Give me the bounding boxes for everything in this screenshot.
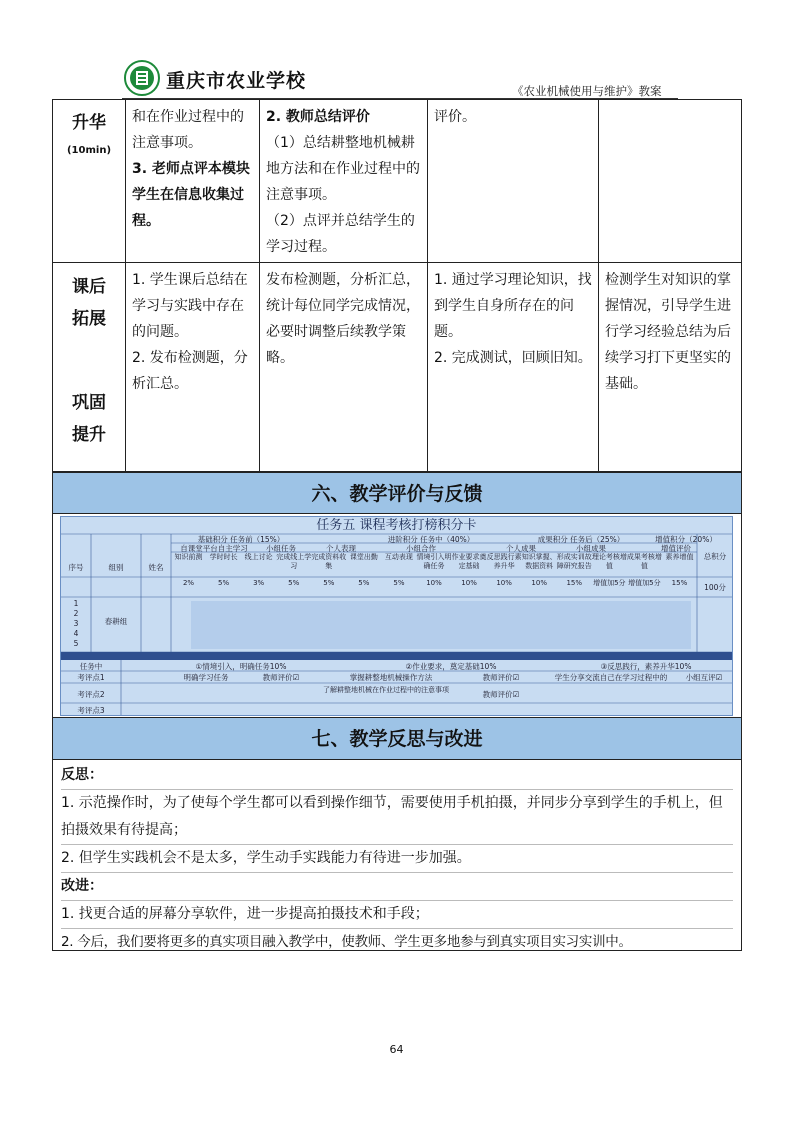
sub-personal: 个人表现 bbox=[326, 544, 356, 553]
score-column-header: 完成资料收集 bbox=[311, 553, 347, 570]
score-column-header: 知识掌握、数据资料 bbox=[521, 553, 557, 570]
score-row-number: 3 bbox=[73, 619, 79, 628]
score-column-weight: 增值加5分 bbox=[628, 579, 661, 587]
score-column-header: 形成实训故障研究报告 bbox=[556, 553, 592, 570]
point2-label: 考评点2 bbox=[77, 690, 105, 699]
score-grid bbox=[61, 517, 732, 715]
score-card-title: 任务五 课程考核打榜积分卡 bbox=[316, 518, 477, 533]
stage-duration: (10min) bbox=[66, 145, 112, 156]
text-line: 评价。 bbox=[434, 109, 476, 125]
extension-student-activity bbox=[126, 263, 260, 472]
point1-e: 学生分享交流自己在学习过程中的 bbox=[554, 673, 668, 682]
point1-b: 教师评价☑ bbox=[262, 673, 300, 682]
score-column-header: 作业要求奠定基础 bbox=[451, 553, 487, 570]
score-column-weight: 15% bbox=[566, 579, 583, 587]
group-gain: 增值积分（20%） bbox=[655, 535, 717, 544]
point3-label: 考评点3 bbox=[77, 706, 105, 715]
score-column-weight: 10% bbox=[496, 579, 512, 587]
group-basic: 基础积分 任务前（15%） bbox=[197, 535, 285, 544]
score-column-weight: 10% bbox=[531, 579, 547, 587]
section-7-title: 七、教学反思与改进 bbox=[53, 717, 741, 760]
group-name: 春耕组 bbox=[104, 617, 128, 626]
text-line: 发布检测题，分析汇总，统计每位同学完成情况，必要时调整后续教学策略。 bbox=[266, 272, 420, 366]
score-column-weight: 5% bbox=[323, 579, 335, 587]
text-line: 3. 老师点评本模块学生在信息收集过程。 bbox=[132, 161, 250, 229]
point1-f: 小组互评☑ bbox=[685, 673, 723, 682]
point2-c: 了解耕整地机械在作业过程中的注意事项 bbox=[323, 686, 449, 694]
score-row-number: 5 bbox=[73, 639, 79, 648]
text-line: 和在作业过程中的注意事项。 bbox=[132, 109, 244, 151]
point1-d: 教师评价☑ bbox=[482, 673, 520, 682]
score-column-weight: 5% bbox=[358, 579, 370, 587]
improvement-label: 改进： bbox=[61, 873, 733, 901]
text-line: 1. 通过学习理论知识，找到学生自身所存在的问题。 bbox=[434, 272, 592, 340]
extension-teacher-activity bbox=[260, 263, 428, 472]
stage-label: 拓展 bbox=[72, 309, 106, 329]
score-column-header: 理论考核增值 bbox=[591, 553, 627, 570]
text-line: （1）总结耕整地机械耕地方法和在作业过程中的注意事项。 bbox=[266, 135, 420, 203]
extension-col4 bbox=[428, 263, 599, 472]
point1-c: 掌握耕整地机械操作方法 bbox=[349, 673, 433, 682]
score-row-number: 1 bbox=[73, 599, 79, 608]
header-group: 组别 bbox=[108, 563, 124, 572]
score-column-header: 反思践行素养升华 bbox=[486, 553, 522, 570]
reflection-item: 1. 示范操作时，为了使每个学生都可以看到操作细节，需要使用手机拍摄，并同步分享到学生的手机上，但拍摄效果有待提高； bbox=[61, 790, 733, 845]
improvement-item: 1. 找更合适的屏幕分享软件，进一步提高拍摄技术和手段； bbox=[61, 901, 733, 929]
task-2: ②作业要求，奠定基础10% bbox=[405, 662, 497, 671]
group-result: 成果积分 任务后（25%） bbox=[537, 535, 625, 544]
score-column-header: 素养增值 bbox=[665, 553, 694, 561]
school-logo-icon bbox=[124, 60, 160, 96]
score-column-header: 线上讨论 bbox=[244, 553, 273, 561]
reflection-item: 2. 但学生实践机会不是太多，学生动手实践能力有待进一步加强。 bbox=[61, 845, 733, 873]
sublimation-teacher-activity bbox=[260, 100, 428, 263]
score-column-header: 互动表现 bbox=[384, 553, 413, 561]
score-column-header: 知识前测 bbox=[174, 553, 203, 561]
text-line: 1. 学生课后总结在学习与实践中存在的问题。 bbox=[132, 272, 248, 340]
score-column-weight: 3% bbox=[253, 579, 265, 587]
score-column-header: 课堂出勤 bbox=[349, 553, 378, 561]
stage-extension bbox=[53, 263, 126, 472]
score-row-number: 2 bbox=[73, 609, 79, 618]
sub-gain: 增值评价 bbox=[661, 544, 691, 553]
sublimation-col5 bbox=[599, 100, 741, 263]
sublimation-col4 bbox=[428, 100, 599, 263]
score-column-header: 成果考核增值 bbox=[626, 553, 662, 570]
header-total: 总积分 bbox=[703, 552, 727, 561]
score-column-header: 情境引入明确任务 bbox=[416, 553, 452, 570]
stage-sublimation bbox=[53, 100, 126, 263]
text-line: 检测学生对知识的掌握情况，引导学生进行学习经验总结为后续学习打下更坚实的基础。 bbox=[605, 272, 731, 392]
group-advance: 进阶积分 任务中（40%） bbox=[387, 535, 475, 544]
header-no: 序号 bbox=[68, 563, 84, 572]
course-name: 《农业机械使用与维护》教案 bbox=[512, 84, 662, 98]
text-line: 2. 完成测试，回顾旧知。 bbox=[434, 350, 592, 366]
sub-team: 小组任务 bbox=[266, 544, 296, 553]
text-line: 2. 教师总结评价 bbox=[266, 109, 370, 125]
stage-label: 提升 bbox=[72, 425, 106, 445]
school-name: 重庆市农业学校 bbox=[166, 70, 307, 92]
reflection-label: 反思： bbox=[61, 762, 733, 790]
score-column-weight: 10% bbox=[461, 579, 477, 587]
score-column-weight: 5% bbox=[218, 579, 230, 587]
task-3: ③反思践行，素养升华10% bbox=[600, 662, 692, 671]
point2-d: 教师评价☑ bbox=[482, 690, 520, 699]
score-column-weight: 15% bbox=[671, 579, 688, 587]
stage-label: 升华 bbox=[72, 113, 106, 133]
section-6-title: 六、教学评价与反馈 bbox=[53, 472, 741, 514]
improvement-item: 2. 今后，我们要将更多的真实项目融入教学中，使教师、学生更多地参与到真实项目实习实训中。 bbox=[61, 934, 632, 950]
score-column-weight: 5% bbox=[393, 579, 405, 587]
sub-team-result: 小组成果 bbox=[576, 544, 606, 553]
score-column-weight: 2% bbox=[182, 579, 195, 587]
sublimation-student-activity bbox=[126, 100, 260, 263]
task-1: ①情境引入，明确任务10% bbox=[195, 662, 287, 671]
stage-label: 巩固 bbox=[72, 393, 106, 413]
score-column-header: 学时时长 bbox=[209, 553, 238, 561]
point1-label: 考评点1 bbox=[77, 673, 105, 682]
score-row-number: 4 bbox=[73, 629, 79, 638]
text-line: （2）点评并总结学生的学习过程。 bbox=[266, 213, 415, 255]
score-column-weight: 5% bbox=[288, 579, 300, 587]
score-column-header: 完成线上学习 bbox=[276, 553, 312, 570]
sub-personal-result: 个人成果 bbox=[506, 544, 536, 553]
total-weight: 100分 bbox=[704, 583, 726, 592]
task-label: 任务中 bbox=[79, 662, 103, 671]
sub-basic: 自课堂平台自主学习 bbox=[180, 544, 248, 553]
reflection-block bbox=[53, 760, 741, 958]
score-card bbox=[60, 516, 733, 716]
extension-col5 bbox=[599, 263, 741, 472]
score-column-weight: 增值加5分 bbox=[593, 579, 626, 587]
text-line: 2. 发布检测题，分析汇总。 bbox=[132, 350, 248, 392]
score-column-weight: 10% bbox=[426, 579, 442, 587]
stage-label: 课后 bbox=[72, 277, 106, 297]
point1-a: 明确学习任务 bbox=[183, 673, 229, 682]
header-name: 姓名 bbox=[148, 563, 164, 572]
sub-coop: 小组合作 bbox=[406, 544, 436, 553]
page-number: 64 bbox=[389, 1043, 404, 1056]
